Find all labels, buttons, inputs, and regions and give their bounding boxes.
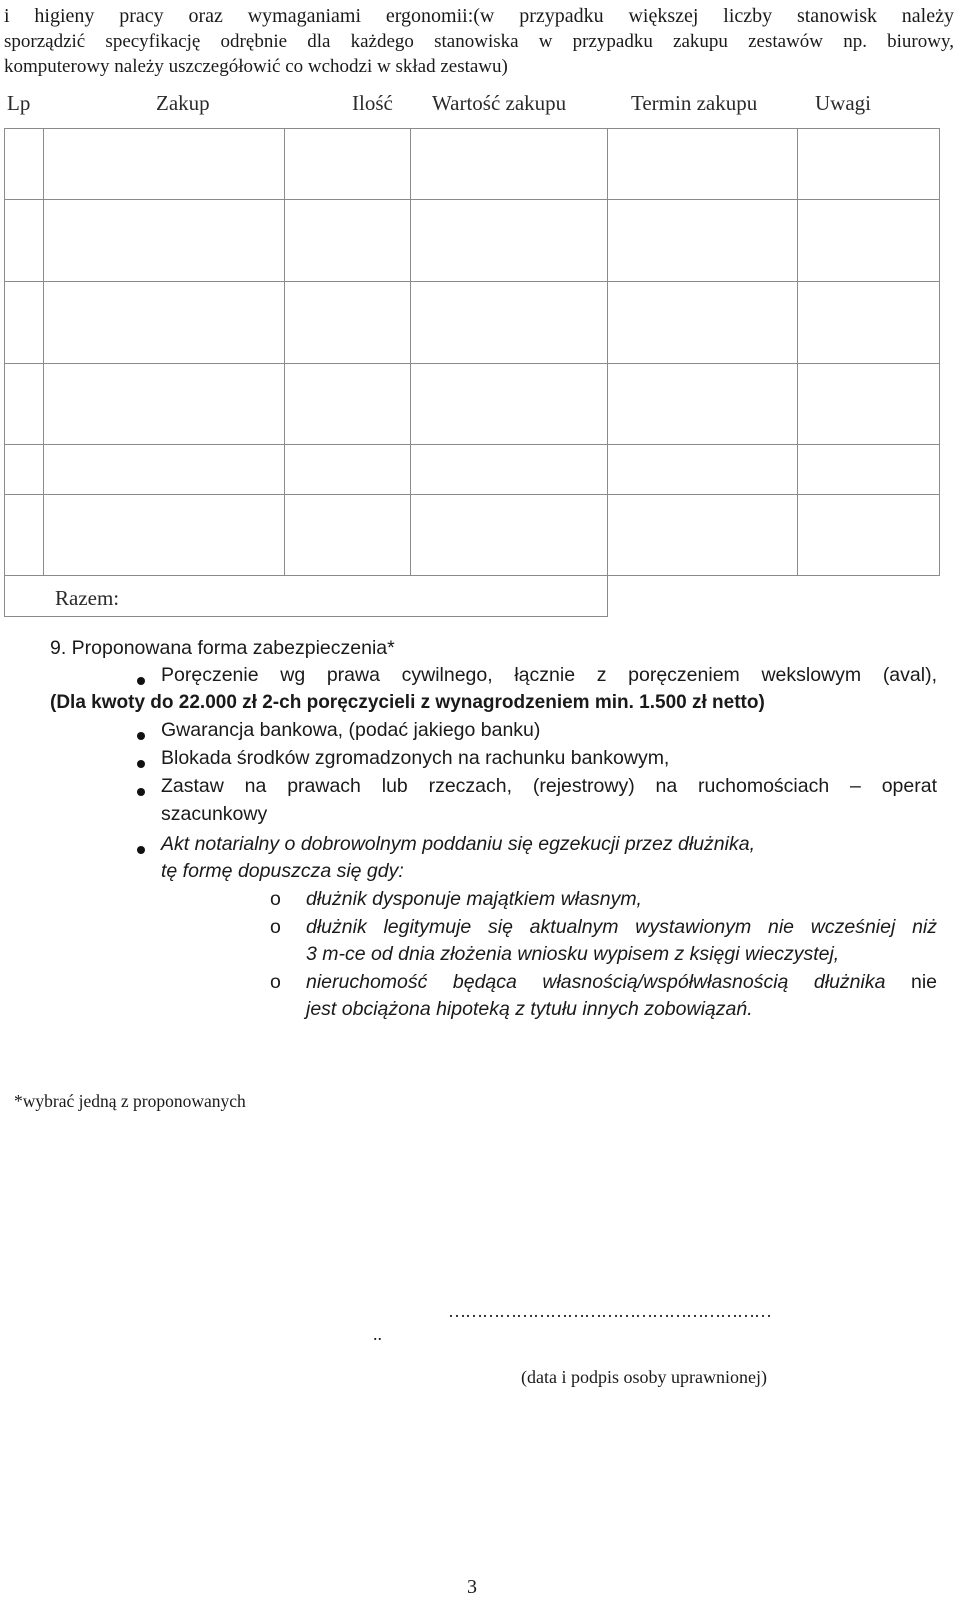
condition-majatek: dłużnik dysponuje majątkiem własnym, <box>306 888 642 910</box>
page-number: 3 <box>467 1576 477 1598</box>
row-divider <box>4 281 940 282</box>
column-header-lp: Lp <box>7 91 31 115</box>
table-border-right <box>939 128 940 575</box>
row-divider <box>4 575 940 576</box>
signature-line: ………………………………………………… <box>448 1301 771 1321</box>
column-header-termin: Termin zakupu <box>631 91 758 115</box>
condition-hipoteka-tail: nie <box>910 971 938 993</box>
total-row-bottom <box>4 616 608 617</box>
option-zastaw-cont: szacunkowy <box>161 803 268 825</box>
signature-small-dots: .. <box>373 1324 382 1344</box>
purchase-table <box>4 83 954 623</box>
option-akt-notarialny: Akt notarialny o dobrowolnym poddaniu się egzekucji przez dłużnika, <box>161 833 755 855</box>
footnote: *wybrać jedną z proponowanych <box>14 1091 246 1111</box>
column-header-zakup: Zakup <box>156 91 210 115</box>
sub-marker: o <box>270 888 281 910</box>
column-divider <box>284 128 285 575</box>
column-divider <box>607 128 608 616</box>
column-divider <box>410 128 411 575</box>
signature-caption: (data i podpis osoby uprawnionej) <box>521 1367 767 1387</box>
condition-hipoteka-text: nieruchomość będąca własnością/współwłasnością dłużnika <box>306 971 886 993</box>
sub-marker: o <box>270 971 281 993</box>
intro-line: i higieny pracy oraz wymaganiami ergonomii:(w przypadku większej liczby stanowisk należy <box>4 5 954 27</box>
row-divider <box>4 199 940 200</box>
column-header-wartosc: Wartość zakupu <box>432 91 567 115</box>
section-heading: 9. Proponowana forma zabezpieczenia* <box>50 637 395 659</box>
total-label: Razem: <box>55 586 120 610</box>
table-border-left <box>4 128 5 616</box>
bullet-icon <box>137 732 145 740</box>
option-poreczenie-note: (Dla kwoty do 22.000 zł 2-ch poręczycieli z wynagrodzeniem min. 1.500 zł netto) <box>50 692 765 713</box>
row-divider <box>4 128 940 129</box>
option-zastaw: Zastaw na prawach lub rzeczach, (rejestrowy) na ruchomościach – operat <box>161 775 937 797</box>
intro-paragraph <box>4 4 954 79</box>
option-gwarancja: Gwarancja bankowa, (podać jakiego banku) <box>161 719 541 741</box>
column-header-uwagi: Uwagi <box>815 91 871 115</box>
sub-marker: o <box>270 916 281 938</box>
option-blokada: Blokada środków zgromadzonych na rachunku bankowym, <box>161 747 670 769</box>
option-akt-notarialny-cont: tę formę dopuszcza się gdy: <box>161 860 404 882</box>
intro-line: komputerowy należy uszczegółowić co wchodzi w skład zestawu) <box>4 56 508 77</box>
bullet-icon <box>137 760 145 768</box>
row-divider <box>4 363 940 364</box>
column-divider <box>797 128 798 575</box>
bullet-icon <box>137 788 145 796</box>
row-divider <box>4 494 940 495</box>
intro-line: sporządzić specyfikację odrębnie dla każdego stanowiska w przypadku zakupu zestawów np. biurowy, <box>4 31 954 52</box>
column-header-ilosc: Ilość <box>352 91 393 115</box>
row-divider <box>4 444 940 445</box>
condition-hipoteka-cont: jest obciążona hipoteką z tytułu innych zobowiązań. <box>306 998 753 1020</box>
column-divider <box>43 128 44 575</box>
option-poreczenie: Poręczenie wg prawa cywilnego, łącznie z poręczeniem wekslowym (aval), <box>161 664 937 686</box>
condition-hipoteka <box>306 971 937 994</box>
bullet-icon <box>137 846 145 854</box>
bullet-icon <box>137 677 145 685</box>
condition-ksiega-cont: 3 m-ce od dnia złożenia wniosku wypisem z księgi wieczystej, <box>306 943 840 965</box>
condition-ksiega: dłużnik legitymuje się aktualnym wystawionym nie wcześniej niż <box>306 916 937 938</box>
